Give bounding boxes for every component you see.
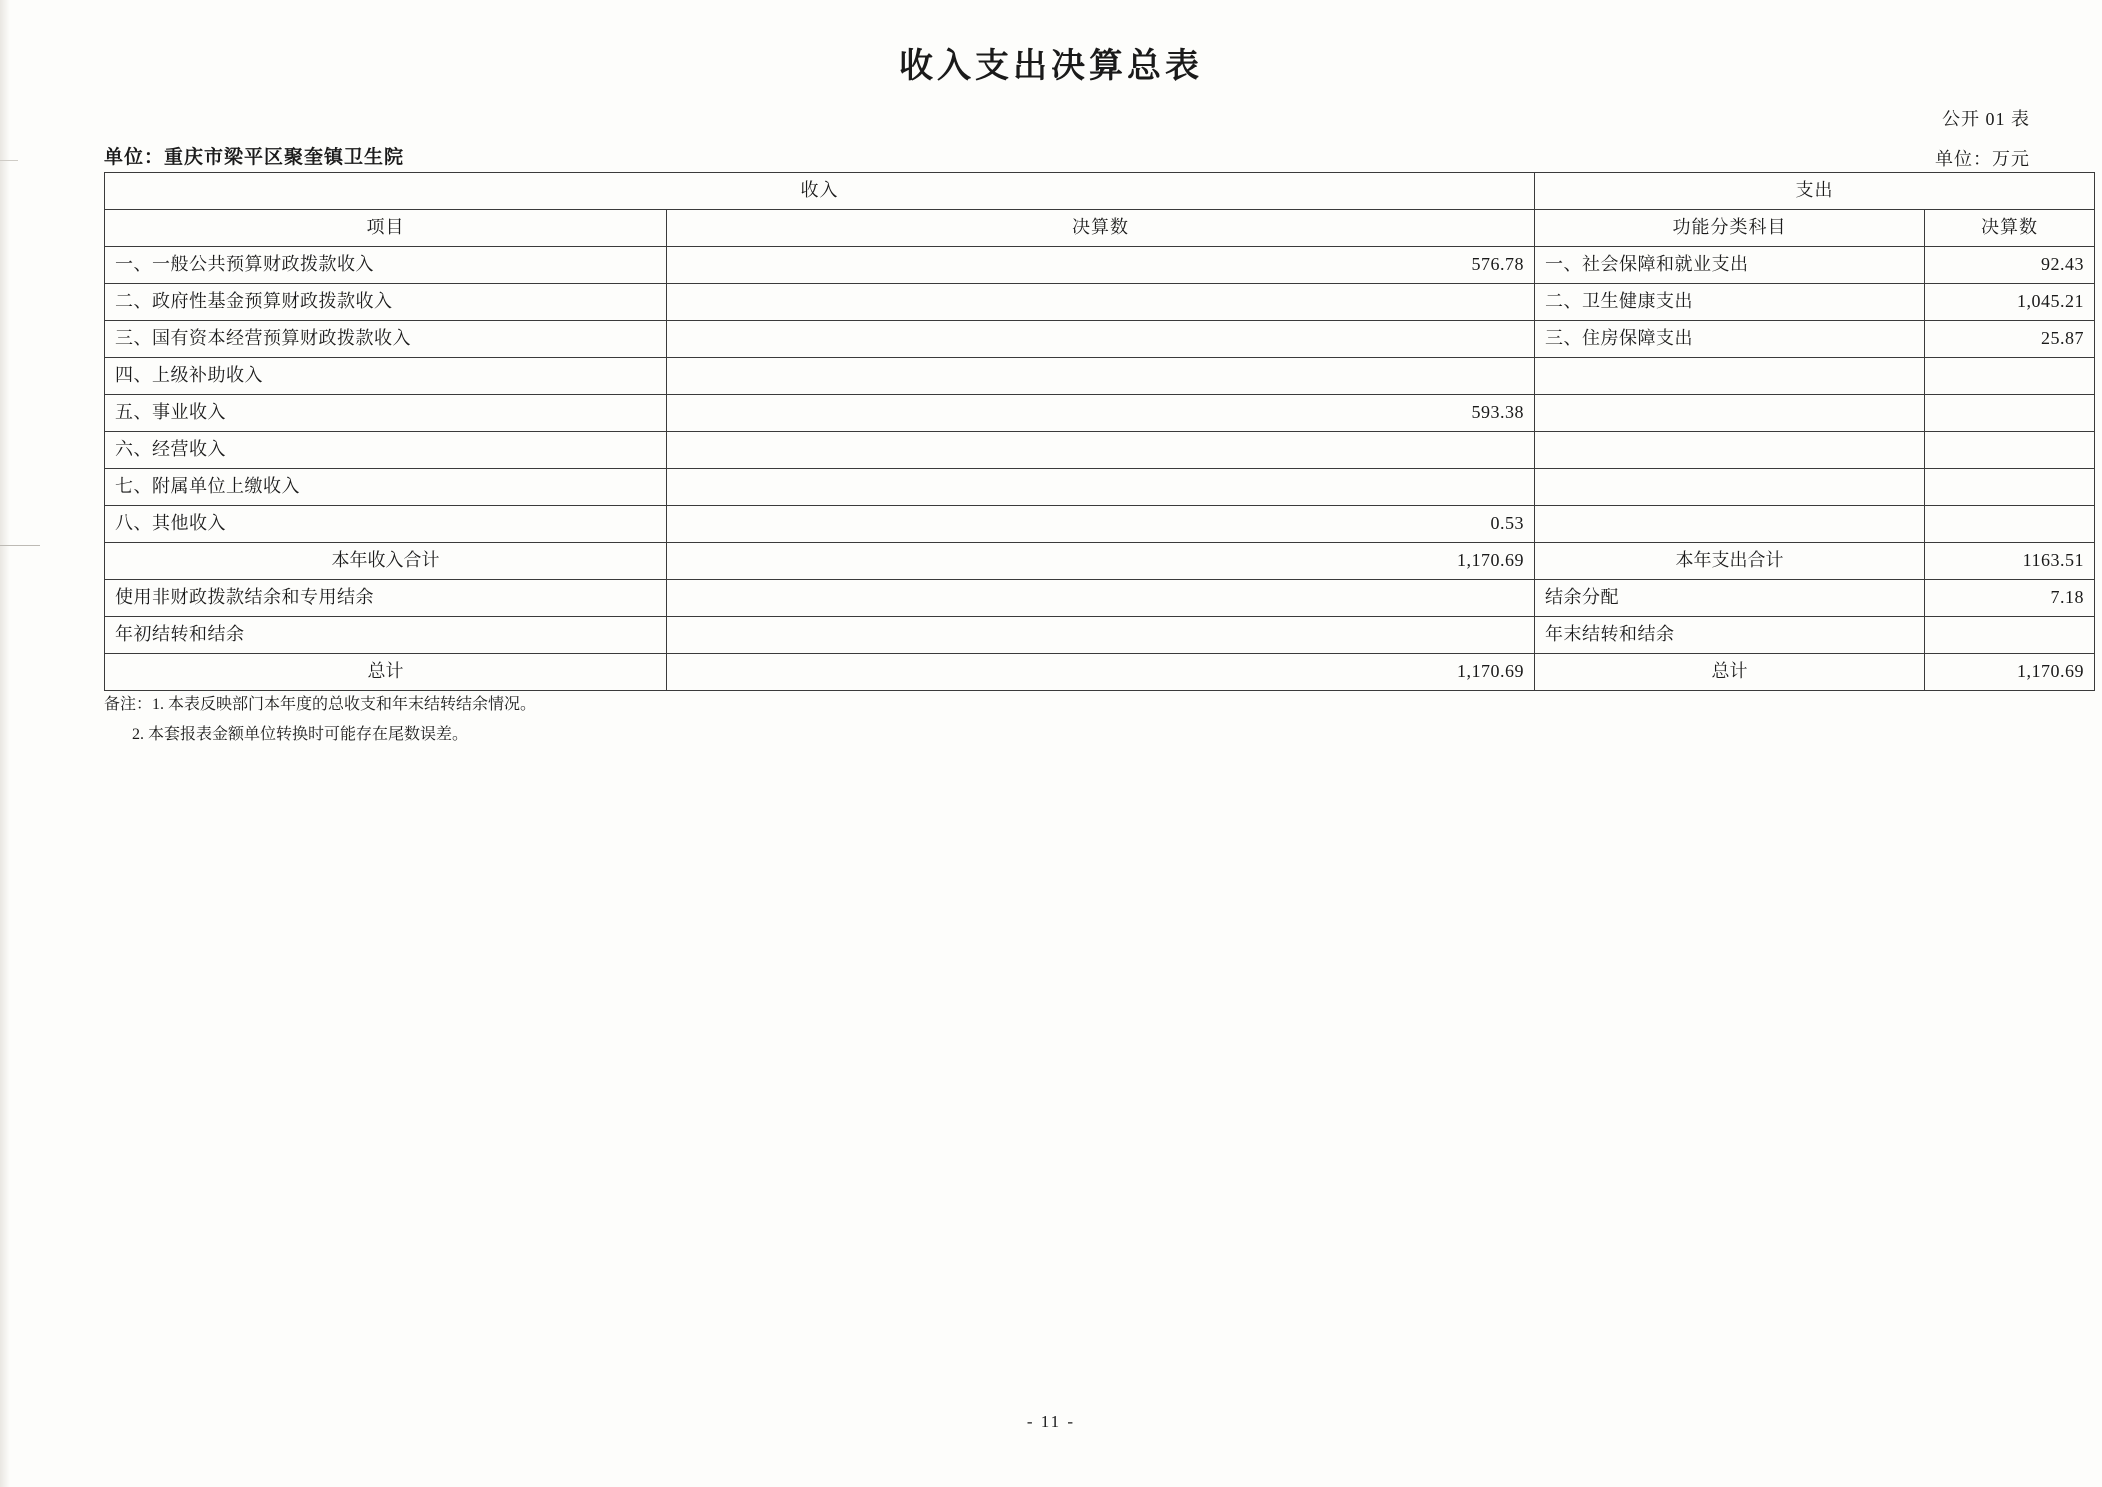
expenditure-item-label: 二、卫生健康支出 (1535, 284, 1925, 321)
form-number: 公开 01 表 (1942, 109, 2030, 129)
expenditure-item-amount: 1,045.21 (1925, 284, 2095, 321)
expenditure-carryover-label: 结余分配 (1535, 580, 1925, 617)
income-subtotal-label: 本年收入合计 (105, 543, 667, 580)
expenditure-carryover-amount: 7.18 (1925, 580, 2095, 617)
income-item-label: 四、上级补助收入 (105, 358, 667, 395)
income-subtotal-amount: 1,170.69 (667, 543, 1535, 580)
unit-value: 重庆市梁平区聚奎镇卫生院 (164, 147, 405, 168)
income-item-amount (667, 432, 1535, 469)
income-item-amount: 576.78 (667, 247, 1535, 284)
amount-unit-label: 单位：万元 (1935, 149, 2030, 169)
subtotal-row (105, 543, 2095, 580)
table-column-header-row (105, 210, 2095, 247)
page-number: - 11 - (1026, 1412, 1076, 1431)
income-item-amount (667, 358, 1535, 395)
income-item-amount: 0.53 (667, 506, 1535, 543)
footnotes (104, 690, 536, 751)
column-header-income-amount: 决算数 (667, 210, 1535, 247)
income-item-label: 七、附属单位上缴收入 (105, 469, 667, 506)
income-item-label: 一、一般公共预算财政拨款收入 (105, 247, 667, 284)
income-total-amount: 1,170.69 (667, 654, 1535, 691)
table-row (105, 284, 2095, 321)
expenditure-total-label: 总计 (1535, 654, 1925, 691)
column-header-expenditure-amount: 决算数 (1925, 210, 2095, 247)
table-row (105, 617, 2095, 654)
income-item-label: 二、政府性基金预算财政拨款收入 (105, 284, 667, 321)
scan-artifact-line (0, 545, 40, 546)
income-item-amount (667, 284, 1535, 321)
expenditure-item-label (1535, 506, 1925, 543)
expenditure-total-amount: 1,170.69 (1925, 654, 2095, 691)
expenditure-item-amount (1925, 432, 2095, 469)
unit-label: 单位： (104, 147, 165, 168)
table-row (105, 469, 2095, 506)
expenditure-item-label (1535, 469, 1925, 506)
scan-edge-artifact (0, 0, 10, 1487)
table-row (105, 432, 2095, 469)
grand-total-row (105, 654, 2095, 691)
expenditure-item-amount: 25.87 (1925, 321, 2095, 358)
expenditure-subtotal-amount: 1163.51 (1925, 543, 2095, 580)
footnote-line-2: 2. 本套报表金额单位转换时可能存在尾数误差。 (132, 726, 469, 744)
group-header-income: 收入 (105, 173, 1535, 210)
income-total-label: 总计 (105, 654, 667, 691)
expenditure-item-amount (1925, 506, 2095, 543)
expenditure-item-label (1535, 395, 1925, 432)
revenue-expenditure-table (104, 172, 2095, 691)
income-item-label: 三、国有资本经营预算财政拨款收入 (105, 321, 667, 358)
income-carryover-label: 使用非财政拨款结余和专用结余 (105, 580, 667, 617)
income-carryover-amount (667, 580, 1535, 617)
table-row (105, 580, 2095, 617)
income-item-amount: 593.38 (667, 395, 1535, 432)
table-row (105, 247, 2095, 284)
expenditure-subtotal-label: 本年支出合计 (1535, 543, 1925, 580)
income-item-label: 六、经营收入 (105, 432, 667, 469)
income-carryover-label: 年初结转和结余 (105, 617, 667, 654)
expenditure-item-amount (1925, 395, 2095, 432)
expenditure-carryover-label: 年末结转和结余 (1535, 617, 1925, 654)
expenditure-item-label: 三、住房保障支出 (1535, 321, 1925, 358)
group-header-expenditure: 支出 (1535, 173, 2095, 210)
expenditure-item-label (1535, 358, 1925, 395)
unit-name-line (104, 142, 404, 169)
income-item-label: 八、其他收入 (105, 506, 667, 543)
income-carryover-amount (667, 617, 1535, 654)
expenditure-item-label: 一、社会保障和就业支出 (1535, 247, 1925, 284)
expenditure-item-amount: 92.43 (1925, 247, 2095, 284)
expenditure-item-amount (1925, 358, 2095, 395)
table-row (105, 321, 2095, 358)
income-item-label: 五、事业收入 (105, 395, 667, 432)
table-row (105, 358, 2095, 395)
page-title: 收入支出决算总表 (899, 48, 1203, 85)
scan-artifact-line (0, 160, 18, 161)
income-item-amount (667, 321, 1535, 358)
expenditure-carryover-amount (1925, 617, 2095, 654)
table-group-header-row (105, 173, 2095, 210)
expenditure-item-label (1535, 432, 1925, 469)
column-header-expenditure-item: 功能分类科目 (1535, 210, 1925, 247)
income-item-amount (667, 469, 1535, 506)
table-row (105, 506, 2095, 543)
column-header-income-item: 项目 (105, 210, 667, 247)
expenditure-item-amount (1925, 469, 2095, 506)
footnote-line-1: 备注：1. 本表反映部门本年度的总收支和年末结转结余情况。 (104, 696, 537, 713)
table-row (105, 395, 2095, 432)
